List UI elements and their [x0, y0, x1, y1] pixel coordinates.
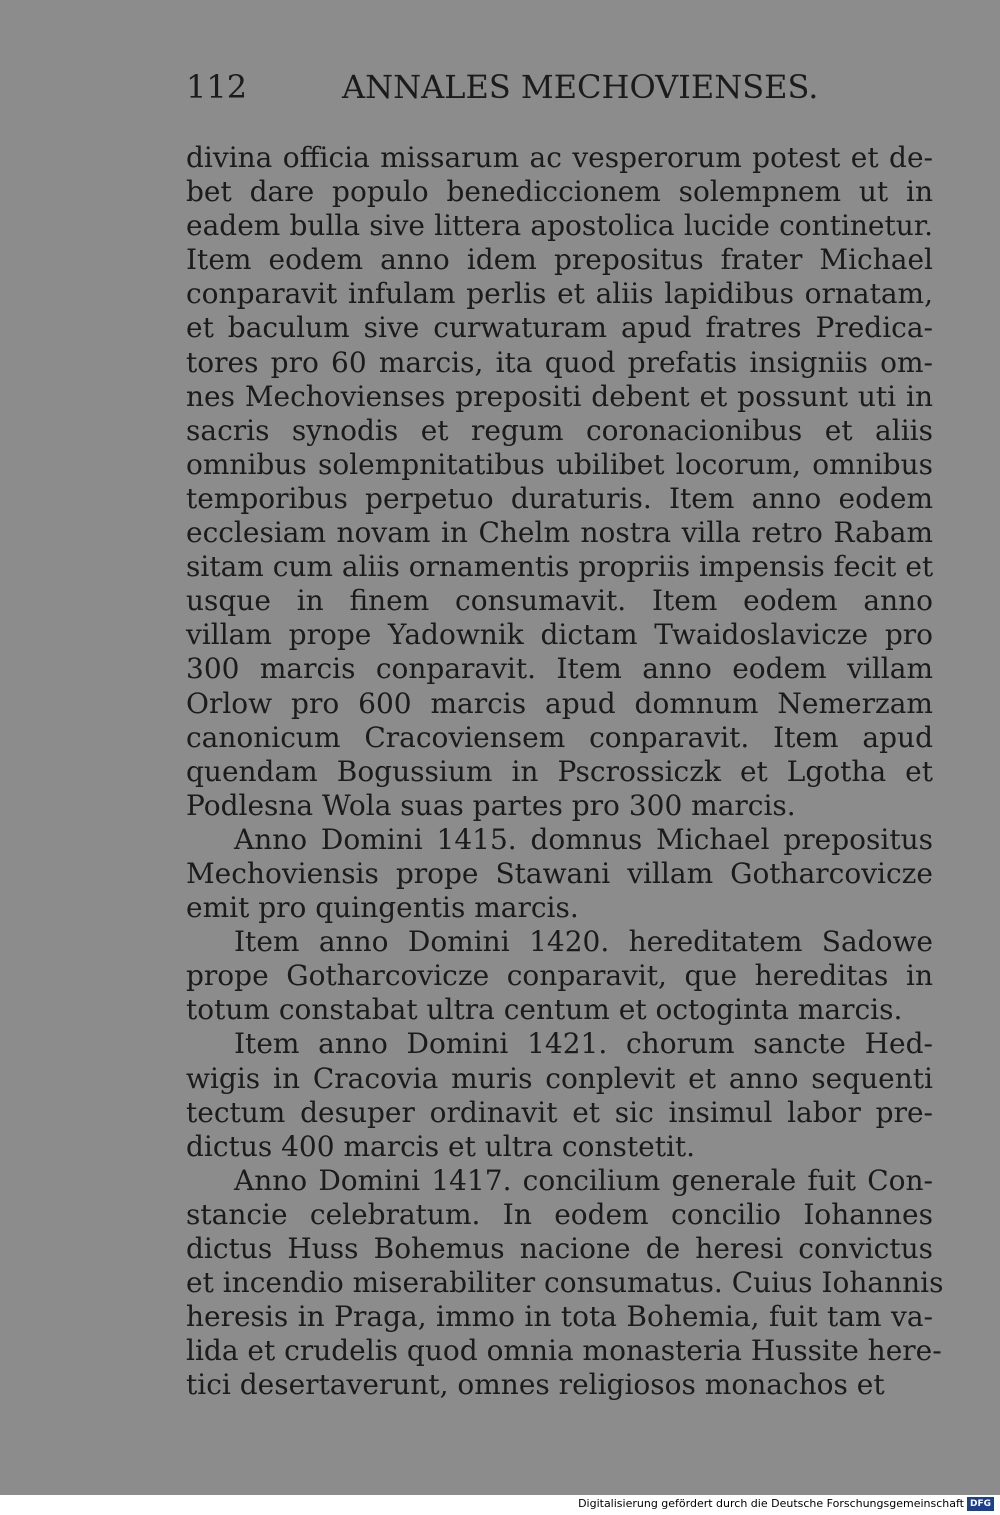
text-line: eadem bulla sive littera apostolica lucide continetur. — [186, 209, 933, 243]
text-line: conparavit infulam perlis et aliis lapidibus ornatam, — [186, 277, 933, 311]
text-line: totum constabat ultra centum et octoginta marcis. — [186, 993, 903, 1027]
text-line: villam prope Yadownik dictam Twaidoslavicze pro — [186, 618, 933, 652]
text-line: et baculum sive curwaturam apud fratres Predica- — [186, 311, 933, 345]
text-line: Podlesna Wola suas partes pro 300 marcis. — [186, 788, 796, 822]
running-title: ANNALES MECHOVIENSES. — [342, 68, 819, 106]
text-line: usque in finem consumavit. Item eodem anno — [186, 584, 933, 618]
text-line: sitam cum aliis ornamentis propriis impensis fecit et — [186, 550, 934, 584]
text-line: heresis in Praga, immo in tota Bohemia, fuit tam va- — [186, 1300, 933, 1334]
text-line: temporibus perpetuo duraturis. Item anno eodem — [186, 481, 933, 515]
text-line: 300 marcis conparavit. Item anno eodem villam — [186, 652, 933, 686]
text-line: prope Gotharcovicze conparavit, que hereditas in — [186, 959, 933, 993]
paragraph — [186, 823, 933, 925]
text-line: omnibus solempnitatibus ubilibet locorum, omnibus — [186, 447, 933, 481]
paragraph — [186, 1163, 944, 1403]
paragraph — [186, 925, 933, 1027]
text-line: tectum desuper ordinavit et sic insimul labor pre- — [186, 1095, 933, 1129]
text-line: nes Mechovienses prepositi debent et possunt uti in — [186, 379, 933, 413]
paragraph — [186, 141, 933, 823]
text-line: Anno Domini 1417. concilium generale fuit Con- — [234, 1163, 933, 1197]
text-line: emit pro quingentis marcis. — [186, 891, 579, 925]
text-line: Anno Domini 1415. domnus Michael prepositus — [234, 822, 933, 856]
text-line: ecclesiam novam in Chelm nostra villa retro Rabam — [186, 516, 933, 550]
text-line: wigis in Cracovia muris conplevit et anno sequenti — [186, 1061, 933, 1095]
text-line: Item eodem anno idem prepositus frater Michael — [186, 243, 933, 277]
text-line: dictus 400 marcis et ultra constetit. — [186, 1129, 696, 1163]
paragraph — [186, 1027, 933, 1163]
text-line: tores pro 60 marcis, ita quod prefatis insigniis om- — [186, 345, 933, 379]
text-line: Orlow pro 600 marcis apud domnum Nemerzam — [186, 686, 933, 720]
text-line: quendam Bogussium in Pscrossiczk et Lgotha et — [186, 754, 933, 788]
text-line: Mechoviensis prope Stawani villam Gotharcovicze — [186, 856, 933, 890]
text-line: dictus Huss Bohemus nacione de heresi convictus — [186, 1232, 933, 1265]
dfg-logo: DFG — [967, 1497, 994, 1511]
digitization-credit: Digitalisierung gefördert durch die Deutsche Forschungsgemeinschaft — [578, 1497, 964, 1510]
page-number: 112 — [186, 68, 248, 106]
page-header — [186, 68, 819, 112]
text-line: Item anno Domini 1421. chorum sancte Hed- — [234, 1027, 933, 1061]
text-line: sacris synodis et regum coronacionibus et aliis — [186, 413, 933, 447]
text-line: bet dare populo benediccionem solempnem ut in — [186, 175, 933, 209]
text-line: Item anno Domini 1420. hereditatem Sadowe — [234, 925, 933, 959]
text-line: tici desertaverunt, omnes religiosos monachos et — [186, 1368, 885, 1402]
text-line: divina officia missarum ac vesperorum potest et de- — [186, 141, 933, 174]
text-line: et incendio miserabiliter consumatus. Cuius Iohannis — [186, 1266, 944, 1300]
text-line: lida et crudelis quod omnia monasteria Hussite here- — [186, 1334, 942, 1368]
text-line: stancie celebratum. In eodem concilio Iohannes — [186, 1197, 933, 1231]
footer-bar — [0, 1495, 1000, 1515]
body-text — [186, 141, 944, 1402]
text-line: canonicum Cracoviensem conparavit. Item apud — [186, 720, 933, 754]
